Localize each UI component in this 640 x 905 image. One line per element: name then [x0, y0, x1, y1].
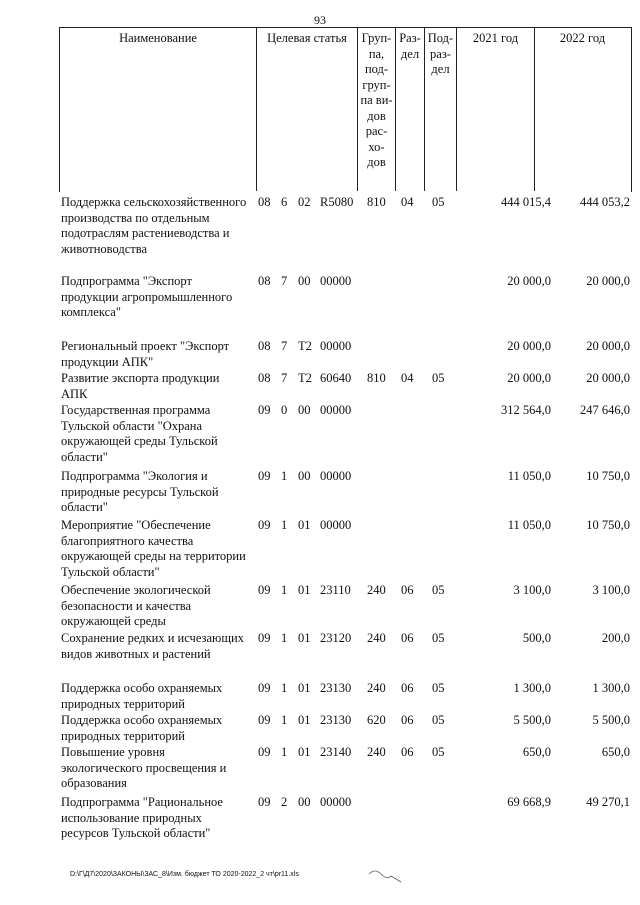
row-a: 08 — [258, 371, 271, 385]
column-divider — [456, 27, 457, 191]
file-path-footer: D:\Г\Д7\2020\ЗАКОНЫ\ЗАС_8\Изм. бюджет ТО 2020-2022_2 чт\pr11.xls — [70, 871, 299, 878]
column-divider — [534, 27, 535, 191]
row-name: Подпрограмма "Рациональное использование природных ресурсов Тульской области" — [61, 795, 223, 840]
row-rz: 06 — [401, 583, 414, 597]
row-pr: 05 — [432, 713, 445, 727]
row-rz: 04 — [401, 195, 414, 209]
row-name: Региональный проект "Экспорт продукции АПК" — [61, 339, 230, 369]
row-vr: 810 — [367, 195, 386, 209]
row-a: 09 — [258, 403, 271, 417]
row-v2021: 11 050,0 — [507, 518, 551, 532]
row-c: 01 — [298, 518, 311, 532]
header-2022: 2022 год — [559, 31, 606, 45]
row-a: 09 — [258, 713, 271, 727]
row-v2021: 20 000,0 — [507, 274, 551, 288]
row-d: 00000 — [320, 403, 352, 417]
row-name: Поддержка сельскохозяйственного производства по отдельным подотраслям растениеводства и животноводства — [61, 195, 247, 256]
row-b: 1 — [281, 469, 288, 483]
row-v2022: 444 053,2 — [580, 195, 630, 209]
row-a: 08 — [258, 274, 271, 288]
header-section — [396, 31, 424, 62]
row-d: R5080 — [320, 195, 354, 209]
header-section-line: Раз- — [399, 31, 421, 45]
header-group-line: Груп- — [361, 31, 392, 45]
header-group-line: груп- — [362, 77, 391, 92]
row-vr: 240 — [367, 631, 386, 645]
header-group-line: дов — [367, 108, 386, 123]
row-c: 00 — [298, 469, 311, 483]
row-v2021: 650,0 — [522, 745, 551, 759]
row-v2022: 1 300,0 — [592, 681, 630, 695]
row-d: 00000 — [320, 274, 352, 288]
row-v2022: 3 100,0 — [592, 583, 630, 597]
row-d: 00000 — [320, 469, 352, 483]
row-a: 09 — [258, 583, 271, 597]
row-c: 01 — [298, 713, 311, 727]
row-rz: 06 — [401, 631, 414, 645]
row-v2022: 49 270,1 — [586, 795, 630, 809]
row-b: 1 — [281, 518, 288, 532]
row-c: 01 — [298, 631, 311, 645]
row-b: 0 — [281, 403, 288, 417]
row-v2022: 20 000,0 — [586, 339, 630, 353]
header-section-line: дел — [400, 46, 420, 61]
column-divider — [256, 27, 257, 191]
row-v2021: 69 668,9 — [507, 795, 551, 809]
row-rz: 06 — [401, 681, 414, 695]
header-2021: 2021 год — [472, 31, 519, 45]
row-pr: 05 — [432, 583, 445, 597]
row-v2022: 10 750,0 — [586, 518, 630, 532]
row-name: Мероприятие "Обеспечение благоприятного качества окружающей среды на территории Тульской области" — [61, 518, 246, 579]
row-b: 1 — [281, 631, 288, 645]
row-vr: 240 — [367, 583, 386, 597]
row-v2022: 20 000,0 — [586, 371, 630, 385]
row-d: 23110 — [320, 583, 351, 597]
row-rz: 06 — [401, 745, 414, 759]
row-b: 1 — [281, 713, 288, 727]
row-name: Подпрограмма "Экспорт продукции агропромышленного комплекса" — [61, 274, 233, 319]
row-c: 00 — [298, 795, 311, 809]
row-v2021: 20 000,0 — [507, 339, 551, 353]
row-d: 23140 — [320, 745, 352, 759]
row-pr: 05 — [432, 681, 445, 695]
header-group-line: па ви- — [360, 93, 393, 107]
header-subsection — [425, 31, 456, 78]
header-group-line: хо- — [368, 139, 385, 154]
header-group-line: под- — [364, 62, 389, 76]
header-subsection-line: раз- — [430, 46, 451, 61]
row-c: Т2 — [298, 371, 312, 385]
row-name: Повышение уровня экологического просвещения и образования — [61, 745, 227, 790]
header-group-line: па, — [368, 46, 385, 61]
row-v2021: 1 300,0 — [513, 681, 551, 695]
row-v2021: 500,0 — [522, 631, 551, 645]
row-c: Т2 — [298, 339, 312, 353]
row-c: 02 — [298, 195, 311, 209]
row-v2021: 444 015,4 — [501, 195, 551, 209]
row-v2021: 3 100,0 — [513, 583, 551, 597]
header-target: Целевая статья — [267, 31, 347, 45]
header-subsection-line: дел — [431, 62, 450, 76]
row-name: Поддержка особо охраняемых природных территорий — [61, 681, 223, 711]
row-c: 00 — [298, 274, 311, 288]
row-a: 09 — [258, 795, 271, 809]
row-vr: 810 — [367, 371, 386, 385]
row-rz: 04 — [401, 371, 414, 385]
row-b: 1 — [281, 583, 288, 597]
row-a: 08 — [258, 195, 271, 209]
row-v2021: 5 500,0 — [513, 713, 551, 727]
row-vr: 240 — [367, 745, 386, 759]
row-name: Развитие экспорта продукции АПК — [61, 371, 220, 401]
row-v2022: 247 646,0 — [580, 403, 630, 417]
row-v2021: 312 564,0 — [501, 403, 551, 417]
row-vr: 240 — [367, 681, 386, 695]
row-b: 2 — [281, 795, 288, 809]
row-d: 23130 — [320, 713, 352, 727]
row-b: 1 — [281, 745, 288, 759]
row-b: 6 — [281, 195, 288, 209]
row-a: 09 — [258, 631, 271, 645]
row-pr: 05 — [432, 745, 445, 759]
row-v2022: 200,0 — [601, 631, 630, 645]
handwritten-mark — [365, 864, 405, 884]
row-d: 60640 — [320, 371, 352, 385]
row-a: 09 — [258, 518, 271, 532]
row-c: 00 — [298, 403, 311, 417]
row-b: 1 — [281, 681, 288, 695]
row-a: 09 — [258, 469, 271, 483]
row-a: 08 — [258, 339, 271, 353]
row-v2022: 5 500,0 — [592, 713, 630, 727]
row-name: Поддержка особо охраняемых природных территорий — [61, 713, 223, 743]
row-rz: 06 — [401, 713, 414, 727]
row-d: 00000 — [320, 518, 352, 532]
row-name: Государственная программа Тульской области "Охрана окружающей среды Тульской области" — [61, 403, 218, 464]
row-b: 7 — [281, 339, 288, 353]
header-group-line: дов — [367, 155, 386, 169]
header-subsection-line: Под- — [427, 31, 454, 45]
row-pr: 05 — [432, 195, 445, 209]
row-b: 7 — [281, 274, 288, 288]
header-group-line: рас- — [365, 124, 388, 138]
row-b: 7 — [281, 371, 288, 385]
row-d: 00000 — [320, 339, 352, 353]
row-v2022: 650,0 — [601, 745, 630, 759]
row-d: 23120 — [320, 631, 352, 645]
row-a: 09 — [258, 745, 271, 759]
row-d: 00000 — [320, 795, 352, 809]
row-name: Подпрограмма "Экология и природные ресурсы Тульской области" — [61, 469, 219, 514]
row-v2021: 11 050,0 — [507, 469, 551, 483]
table-header-frame — [59, 27, 632, 192]
row-name: Обеспечение экологической безопасности и качества окружающей среды — [61, 583, 211, 628]
row-d: 23130 — [320, 681, 352, 695]
row-v2022: 20 000,0 — [586, 274, 630, 288]
row-vr: 620 — [367, 713, 386, 727]
row-c: 01 — [298, 681, 311, 695]
header-group — [358, 31, 395, 171]
row-pr: 05 — [432, 631, 445, 645]
header-name: Наименование — [119, 31, 197, 45]
row-v2022: 10 750,0 — [586, 469, 630, 483]
row-a: 09 — [258, 681, 271, 695]
row-c: 01 — [298, 583, 311, 597]
row-pr: 05 — [432, 371, 445, 385]
row-v2021: 20 000,0 — [507, 371, 551, 385]
page-number: 93 — [314, 13, 326, 27]
row-c: 01 — [298, 745, 311, 759]
row-name: Сохранение редких и исчезающих видов животных и растений — [61, 631, 244, 661]
